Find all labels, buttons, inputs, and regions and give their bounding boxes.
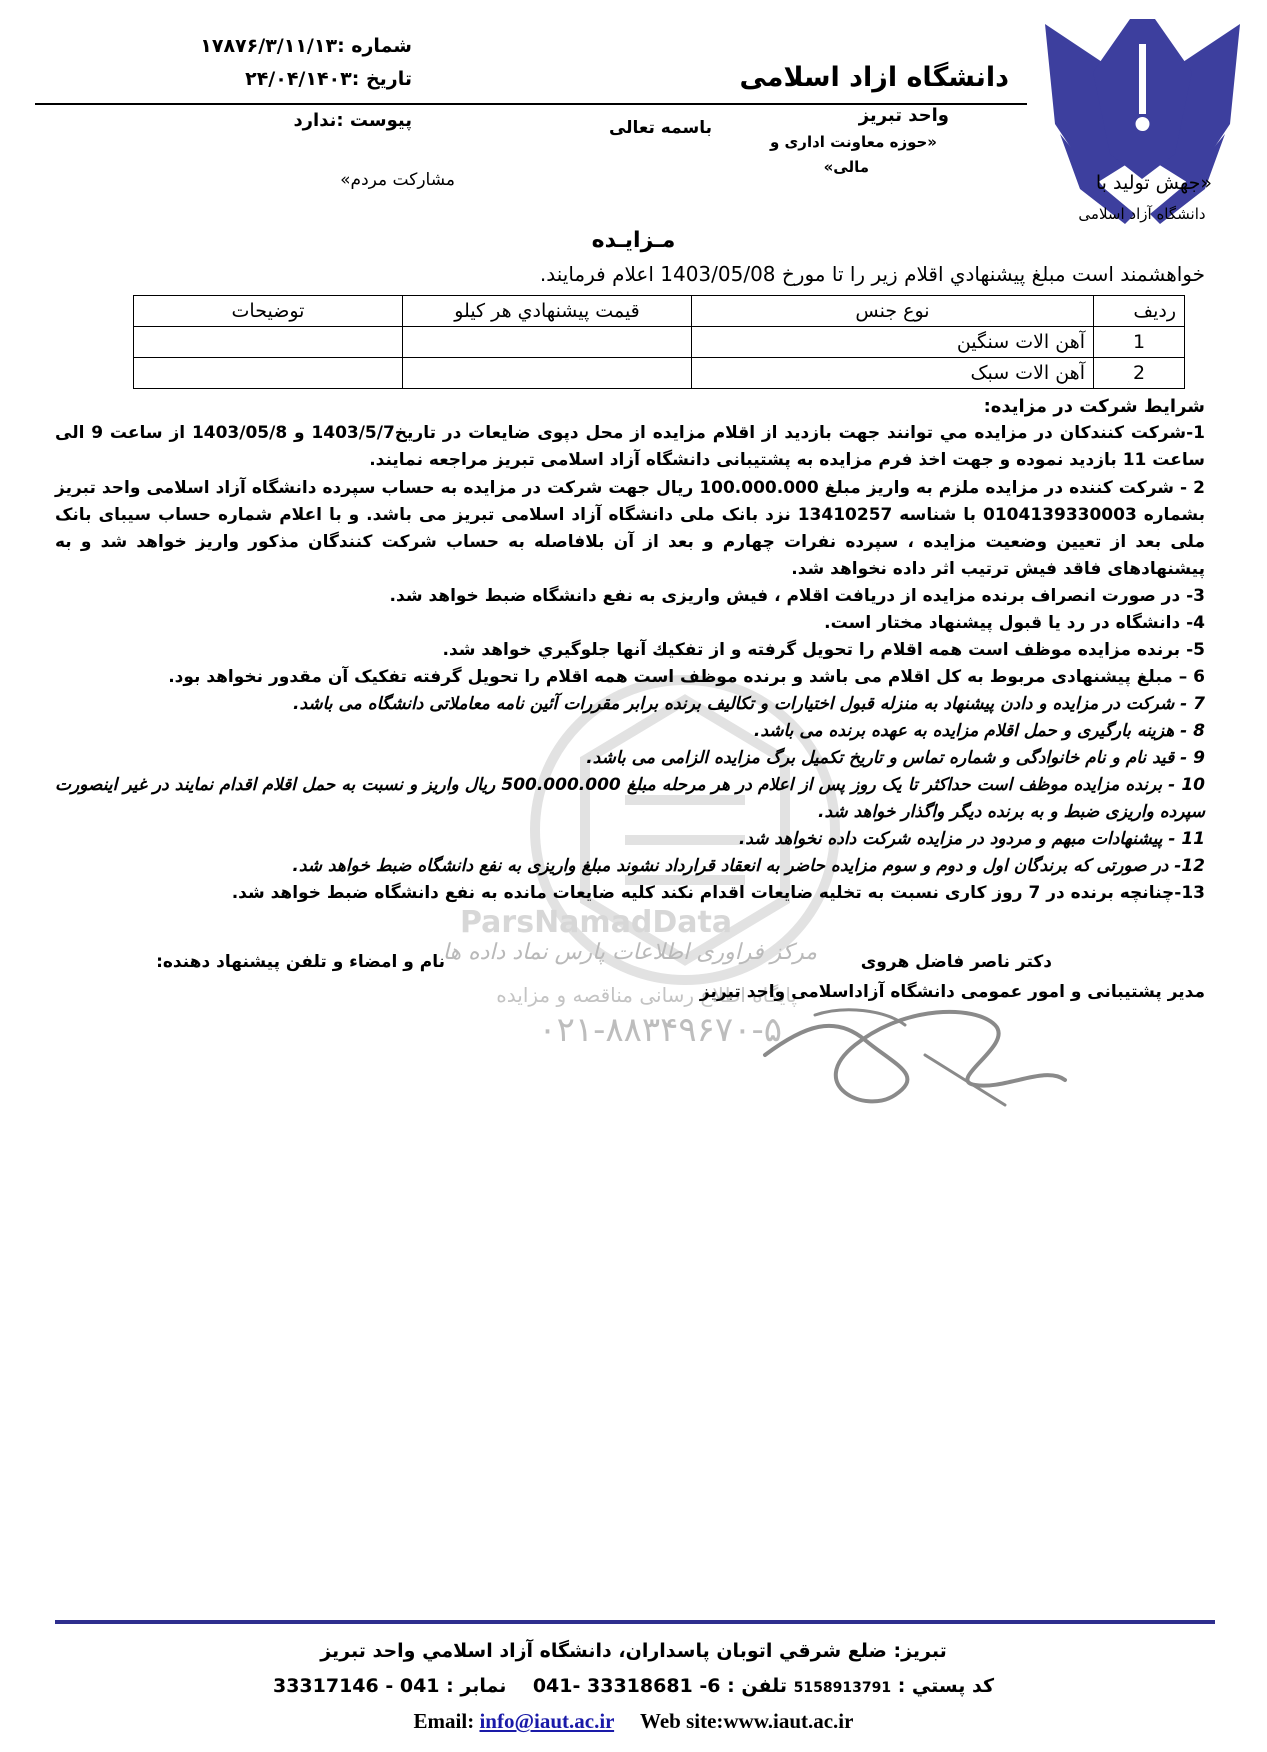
condition-item: 2 - شرکت کننده در مزایده ملزم به واریز مبلغ 100.000.000 ریال جهت شرکت در مزایده به حساب سپرده دانشگاه آزاد اسلامی واحد تبریز بشماره 0104139330003 با شناسه 13410257 نزد بانک ملی دانشگاه آزاد اسلامی تبریز می باشد. و با اعلام شماره حساب سیبای بانک ملی بعد از تعیین وضعیت مزایده ، سپرده نفرات چهارم و بعد از آن بلافاصله به حساب شرکت کنندگان مذکور واریز خواهد شد و به پیشنهادهای فاقد فیش ترتیب اثر داده نخواهد شد. (55, 478, 1206, 579)
date-label: تاریخ : (351, 68, 412, 90)
slogan-part-1: «جهش تولید با (1095, 172, 1212, 194)
watermark-brand: ParsNamadData (460, 905, 733, 940)
department-line: مالی» (823, 158, 869, 176)
header-divider (35, 103, 1027, 105)
watermark-text: مرکز فراوری اطلاعات پارس نماد داده ها (442, 940, 817, 965)
row-item-type: آهن الات سبک (692, 358, 1094, 389)
letter-number (200, 35, 412, 57)
intro-date: 1403/05/08 (660, 262, 776, 286)
row-index: 1 (1094, 327, 1185, 358)
footer-address: تبریز: ضلع شرقي اتوبان پاسداران، دانشگاه آزاد اسلامي واحد تبريز (320, 1640, 947, 1662)
column-header-index: رديف (1094, 296, 1185, 327)
column-header-notes: توضيحات (134, 296, 403, 327)
row-price (403, 358, 692, 389)
table-row (134, 327, 1185, 358)
condition-item: 7 - شرکت در مزایده و دادن پیشنهاد به منزله قبول اختیارات و تکالیف برنده برابر مقررات آئین نامه معاملاتی دانشگاه می باشد. (293, 694, 1205, 714)
postal-code: 5158913791 (793, 1680, 892, 1696)
university-name: دانشگاه ازاد اسلامی (739, 62, 1009, 93)
table-header-row (134, 296, 1185, 327)
phone-value: 6- 33318681 -041 (532, 1675, 721, 1697)
signer-name: دکتر ناصر فاضل هروی (860, 952, 1052, 972)
email-link[interactable]: info@iaut.ac.ir (479, 1709, 615, 1733)
intro-before: خواهشمند است مبلغ پيشنهادي اقلام زير را تا مورخ (781, 262, 1205, 286)
row-notes (134, 327, 403, 358)
items-table (133, 295, 1185, 389)
basmala: باسمه تعالی (608, 118, 712, 138)
unit-name: واحد تبریز (858, 105, 949, 126)
condition-item: 12- در صورتی که برندگان اول و دوم و سوم مزایده حاضر به انعقاد قرارداد نشوند مبلغ واریزی به نفع دانشگاه ضبط خواهد شد. (292, 856, 1205, 876)
condition-item: 10 - برنده مزایده موظف است حداکثر تا یک روز پس از اعلام در هر مرحله مبلغ 500.000.000 ریال واریز و نسبت به حمل اقلام اقدام نمایند در غیر اینصورت سپرده واریزی ضبط و به برنده دیگر واگذار خواهد شد. (55, 775, 1205, 822)
handwritten-signature-icon (745, 985, 1075, 1120)
condition-item: 3- در صورت انصراف برنده مزايده از دريافت اقلام ، فيش واريزی به نفع دانشگاه ضبط خواهد شد. (389, 586, 1205, 606)
watermark-subtext: پایگاه اطلاع رسانی مناقصه و مزایده (496, 983, 797, 1007)
fax-value: 041 - 33317146 (272, 1675, 440, 1697)
watermark-phone: ۰۲۱-۸۸۳۴۹۶۷۰-۵ (538, 1010, 782, 1050)
intro-after: اعلام فرمايند. (539, 262, 654, 286)
table-row (134, 358, 1185, 389)
attachment-label: پیوست : (336, 110, 412, 131)
letter-attachment (293, 110, 412, 131)
footer-web (0, 1709, 1267, 1734)
row-price (403, 327, 692, 358)
row-index: 2 (1094, 358, 1185, 389)
phone-label: تلفن : (727, 1675, 788, 1697)
signer-title: مدیر پشتیبانی و امور عمومی دانشگاه آزاداسلامی واحد تبریز (699, 982, 1205, 1002)
postal-label: كد پستي : (897, 1675, 995, 1697)
date-value: ۲۴/۰۴/۱۴۰۳ (245, 68, 352, 90)
row-item-type: آهن الات سنگین (692, 327, 1094, 358)
footer-contact (0, 1675, 1267, 1697)
number-label: شماره : (337, 35, 412, 57)
university-logo-icon (1035, 14, 1250, 239)
column-header-type: نوع جنس (692, 296, 1094, 327)
number-value: ۱۷۸۷۶/۳/۱۱/۱۳ (200, 35, 338, 57)
website-link[interactable]: www.iaut.ac.ir (723, 1709, 854, 1733)
condition-item: 9 - قید نام و نام خانوادگی و شماره تماس و تاریخ تکمیل برگ مزایده الزامی می باشد. (586, 748, 1205, 768)
column-header-price: قيمت پيشنهادي هر كيلو (403, 296, 692, 327)
fax-label: نمابر : (446, 1675, 507, 1697)
condition-item: 13-چنانچه برنده در 7 روز کاری نسبت به تخلیه ضایعات اقدام نکند کلیه ضایعات مانده به نفع دانشگاه ضبط خواهد شد. (231, 883, 1205, 903)
attachment-value: ندارد (293, 110, 337, 131)
page-title: مـزایـده (591, 228, 676, 253)
letter-date (245, 68, 412, 90)
email-label: Email: (413, 1709, 475, 1733)
condition-item: 4- دانشگاه در رد يا قبول پيشنهاد مختار است. (824, 613, 1205, 633)
footer-divider (55, 1620, 1215, 1624)
conditions-title: شرایط شرکت در مزایده: (983, 396, 1205, 417)
slogan-part-2: مشارکت مردم» (340, 170, 455, 190)
bidder-signature-line: نام و امضاء و تلفن پیشنهاد دهنده: (156, 952, 445, 972)
condition-item: 11 - پیشنهادات مبهم و مردود در مزایده شرکت داده نخواهد شد. (738, 829, 1205, 849)
condition-item: 6 – مبلغ پیشنهادی مربوط به کل اقلام می باشد و برنده موظف است همه اقلام را تحویل گرفته تفکیک آن مقدور نخواهد بود. (168, 667, 1205, 687)
svg-text:دانشگاه آزاد اسلامی: دانشگاه آزاد اسلامی (1078, 205, 1206, 223)
condition-item: 1-شرکت کنندکان در مزايده مي توانند جهت بازديد از اقلام مزايده از محل دپوی ضايعات در تاريخ1403/5/7 و 1403/05/8 از ساعت 9 الی ساعت 11 بازدید نموده و جهت اخذ فرم مزایده به پشتیبانی دانشگاه آزاد اسلامی تبریز مراجعه نمایند. (55, 423, 1205, 470)
intro-text (540, 262, 1205, 286)
condition-item: 8 - هزینه بارگیری و حمل اقلام مزایده به عهده برنده می باشد. (753, 721, 1205, 741)
condition-item: 5- برنده مزايده موظف است همه اقلام را تحويل گرفته و از تفكيك آنها جلوگيري خواهد شد. (442, 640, 1205, 660)
department-line: «حوزه معاونت اداری و (770, 133, 937, 151)
website-label: Web site: (639, 1709, 724, 1733)
row-notes (134, 358, 403, 389)
